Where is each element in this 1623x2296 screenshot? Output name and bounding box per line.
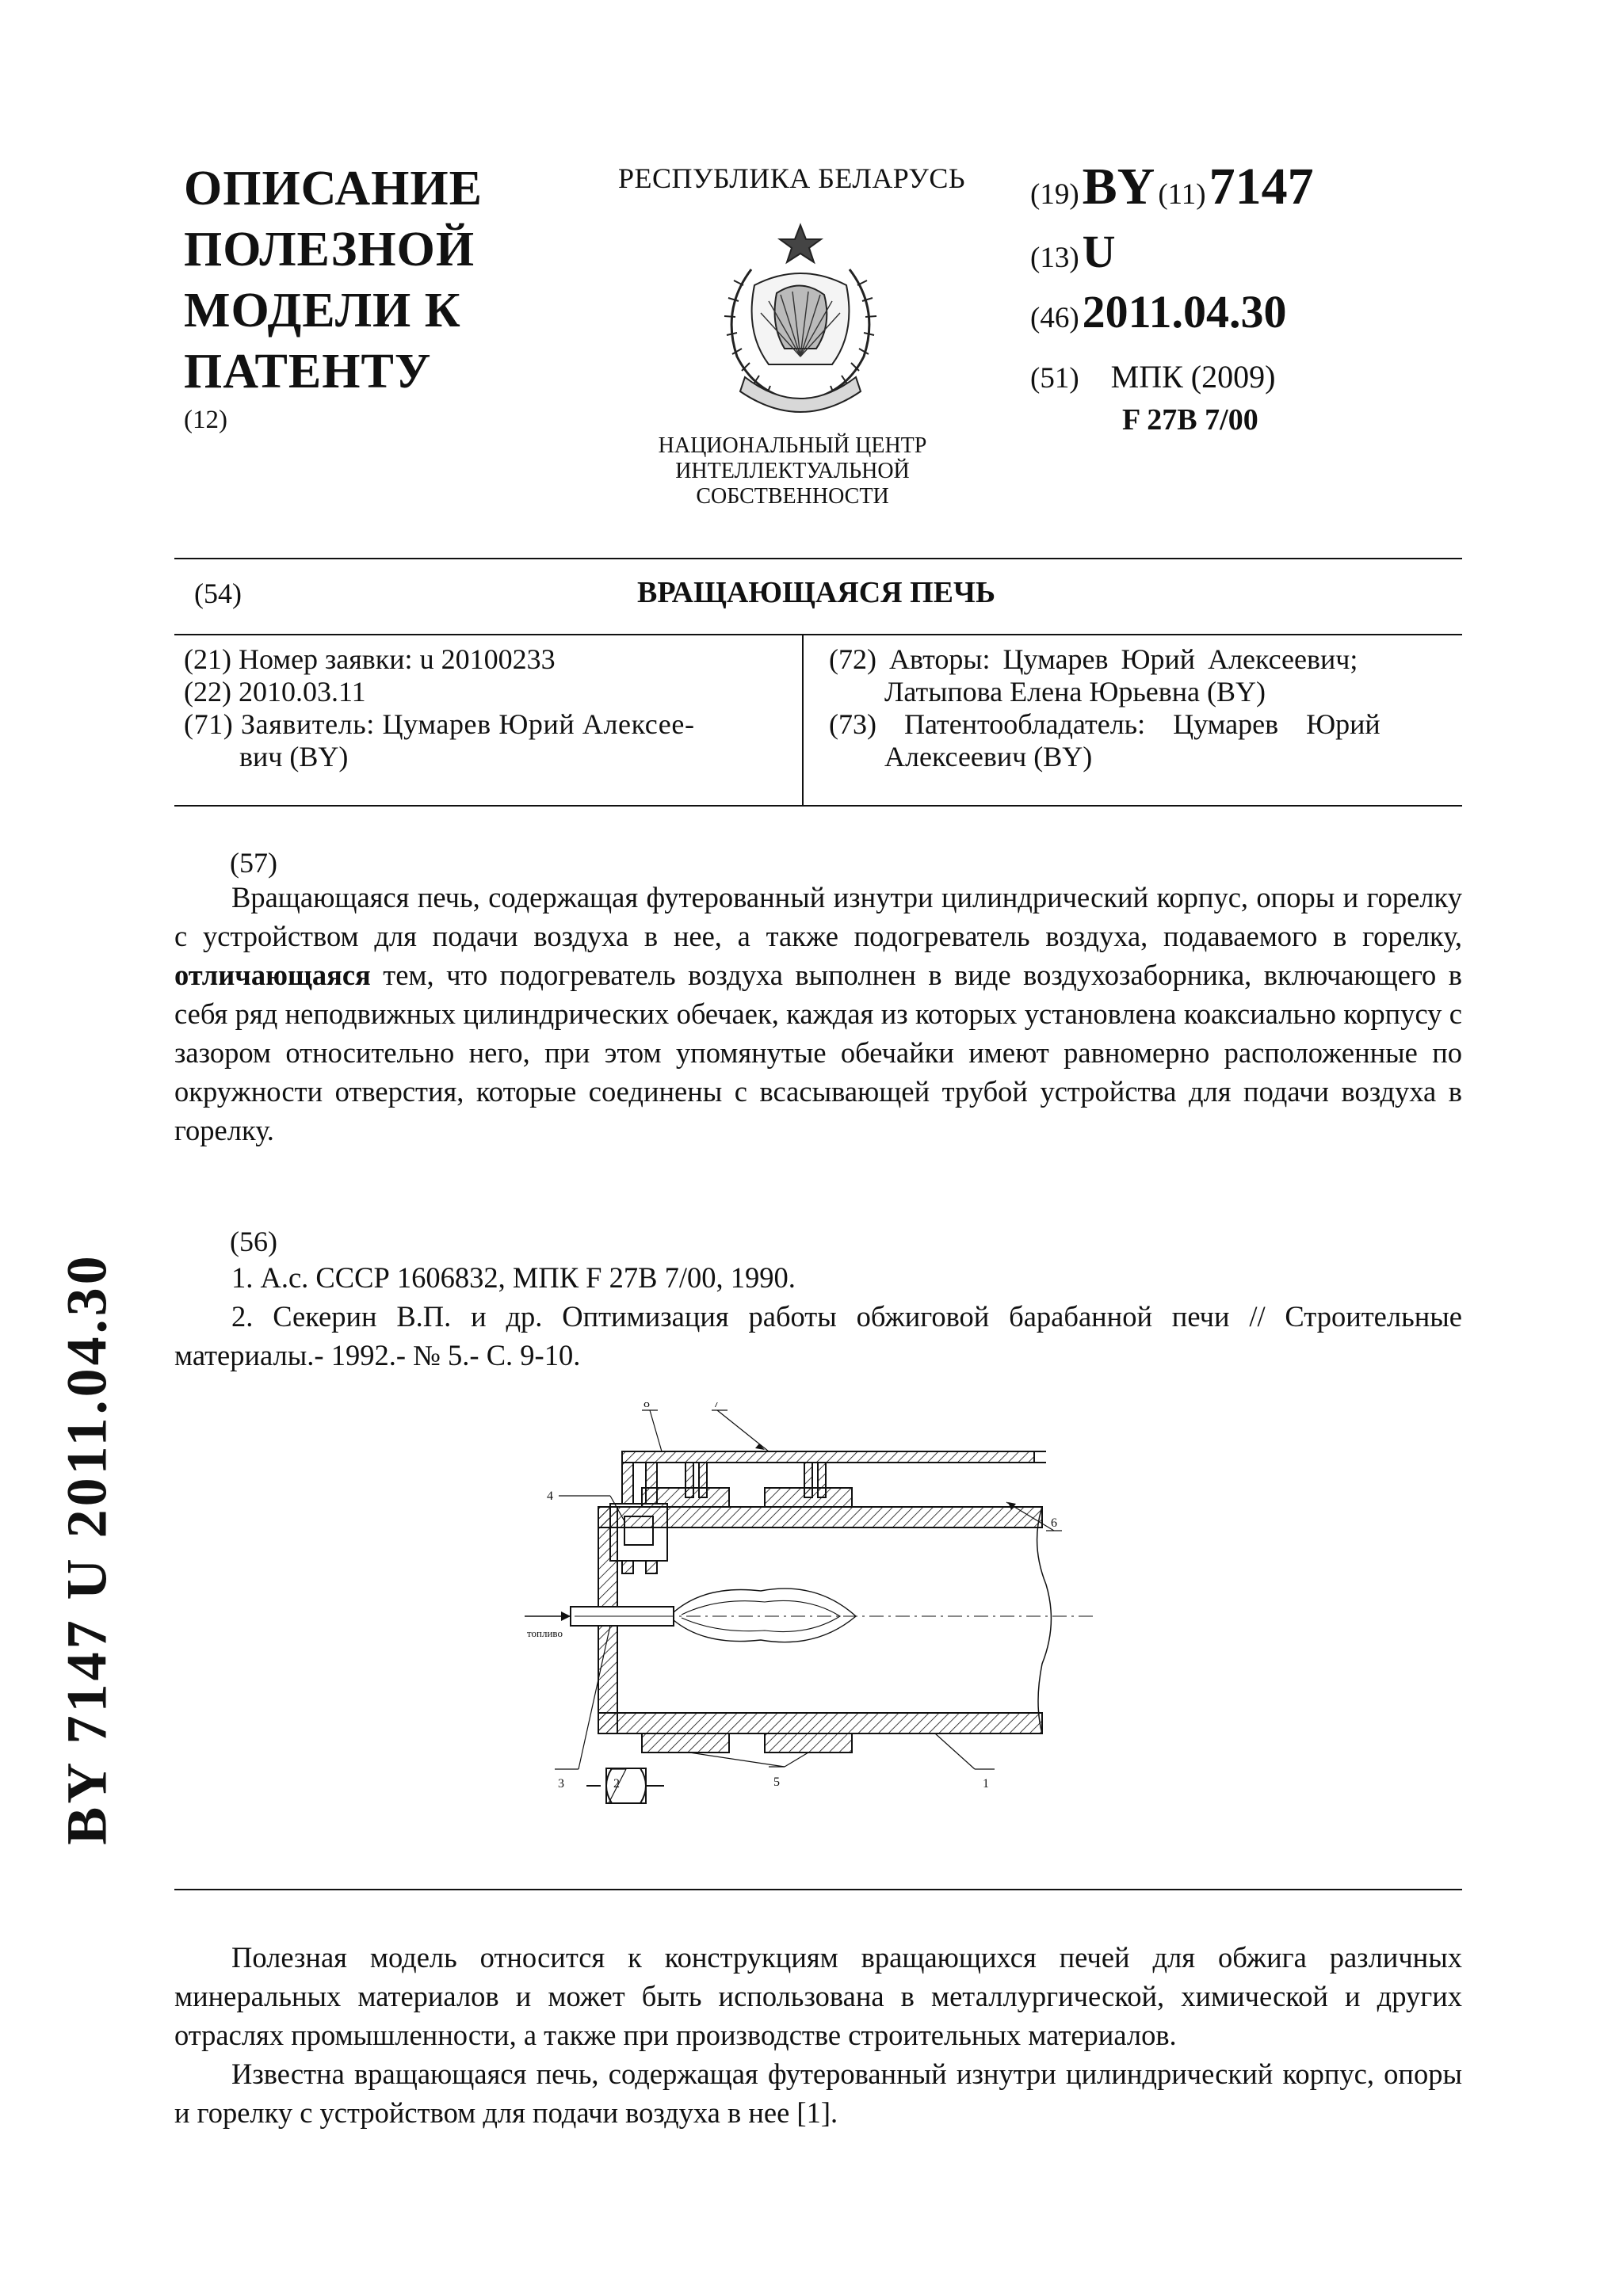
applicant-cont: вич (BY)	[239, 741, 349, 772]
ipc-label: МПК (2009)	[1110, 359, 1276, 395]
claims-text	[174, 878, 1462, 1150]
country-name: РЕСПУБЛИКА БЕЛАРУСЬ	[618, 162, 966, 194]
figure-label-8: 8	[643, 1402, 650, 1410]
kind-row	[1030, 223, 1116, 280]
title-line: МОДЕЛИ К	[184, 284, 461, 338]
reference-item: 2. Секерин В.П. и др. Оптимизация работы обжиговой барабанной печи // Строительные материалы.- 1992.- № 5.- С. 9-10.	[174, 1300, 1462, 1371]
figure-label-7: 7	[713, 1402, 720, 1410]
bibliographic-left	[184, 643, 695, 773]
code-46: (46)	[1030, 302, 1079, 334]
divider-figure	[174, 1889, 1462, 1890]
references-list	[174, 1258, 1462, 1375]
figure-label-6: 6	[1051, 1516, 1057, 1530]
patent-owner-cont: Алексеевич (BY)	[884, 741, 1093, 772]
document-type-title	[184, 158, 483, 436]
side-label-text: BY 7147 U 2011.04.30	[55, 1253, 119, 1845]
bibliographic-right	[829, 643, 1381, 773]
patent-number-row	[1030, 158, 1314, 215]
code-11: (11)	[1158, 178, 1206, 211]
office-line: ИНТЕЛЛЕКТУАЛЬНОЙ	[675, 459, 910, 483]
patent-number: 7147	[1209, 158, 1314, 215]
date-row	[1030, 284, 1286, 341]
office-name	[658, 433, 927, 509]
divider-title	[174, 634, 1462, 635]
figure-label-5: 5	[773, 1775, 780, 1789]
filing-date: (22) 2010.03.11	[184, 676, 366, 707]
publication-date: 2011.04.30	[1082, 286, 1287, 338]
code-51: (51)	[1030, 362, 1079, 395]
code-13: (13)	[1030, 242, 1079, 274]
office-line: СОБСТВЕННОСТИ	[696, 484, 889, 509]
figure-label-1: 1	[983, 1777, 989, 1791]
office-line: НАЦИОНАЛЬНЫЙ ЦЕНТР	[658, 433, 927, 458]
title-line: ПОЛЕЗНОЙ	[184, 223, 475, 277]
divider-top	[174, 558, 1462, 559]
figure-label-3: 3	[558, 1777, 564, 1791]
authors: (72) Авторы: Цумарев Юрий Алексеевич;	[829, 643, 1358, 675]
figure-label-fuel: топливо	[527, 1627, 563, 1639]
description-paragraph: Известна вращающаяся печь, содержащая футерованный изнутри цилиндрический корпус, опоры и горелку с устройством для подачи воздуха в нее [1].	[174, 2058, 1462, 2129]
claims-text-start: Вращающаяся печь, содержащая футерованный изнутри цилиндрический корпус, опоры и горелку с устройством для подачи воздуха в нее, а также подогреватель воздуха, подаваемого в горелку,	[174, 881, 1462, 952]
ipc-row	[1030, 358, 1275, 395]
authors-cont: Латыпова Елена Юрьевна (BY)	[884, 676, 1266, 707]
kind-code: U	[1082, 226, 1116, 277]
claims-text-end: тем, что подогреватель воздуха выполнен в виде воздухозаборника, включающего в себя ряд неподвижных цилиндрических обечаек, каждая из которых установлена коаксиально корпусу с зазором относительно него, при этом упомянутые обечайки имеют равномерно расположенные по окружности отверстия, которые соединены с всасывающей трубой устройства для подачи воздуха в горелку.	[174, 959, 1462, 1146]
title-line: ПАТЕНТУ	[184, 345, 432, 399]
patent-owner: (73) Патентообладатель: Цумарев Юрий	[829, 708, 1381, 740]
title-code-54: (54)	[194, 578, 242, 609]
description	[174, 1938, 1462, 2132]
ipc-class: F 27B 7/00	[1122, 403, 1258, 437]
title-code: (12)	[184, 406, 227, 434]
claims-distinguishing-word: отличающаяся	[174, 959, 371, 991]
code-19: (19)	[1030, 178, 1079, 211]
application-number: (21) Номер заявки: u 20100233	[184, 643, 556, 675]
kiln-drawing	[523, 1402, 1094, 1814]
references-code: (56)	[230, 1226, 277, 1257]
claims-code: (57)	[230, 847, 277, 879]
country-code: BY	[1082, 158, 1155, 215]
divider-column	[802, 634, 804, 805]
applicant: (71) Заявитель: Цумарев Юрий Алексее-	[184, 708, 695, 740]
description-paragraph: Полезная модель относится к конструкциям вращающихся печей для обжига различных минеральных материалов и может быть использована в металлургической, химической и других отраслях промышленности, а также при производстве строительных материалов.	[174, 1941, 1462, 2051]
figure-label-4: 4	[547, 1489, 553, 1503]
title-line: ОПИСАНИЕ	[184, 162, 483, 215]
figure-label-2: 2	[613, 1777, 620, 1791]
belarus-emblem-icon	[705, 222, 896, 420]
invention-title: ВРАЩАЮЩАЯСЯ ПЕЧЬ	[636, 576, 995, 609]
reference-item: 1. А.с. СССР 1606832, МПК F 27B 7/00, 1990.	[231, 1261, 796, 1294]
divider-bottom	[174, 805, 1462, 807]
